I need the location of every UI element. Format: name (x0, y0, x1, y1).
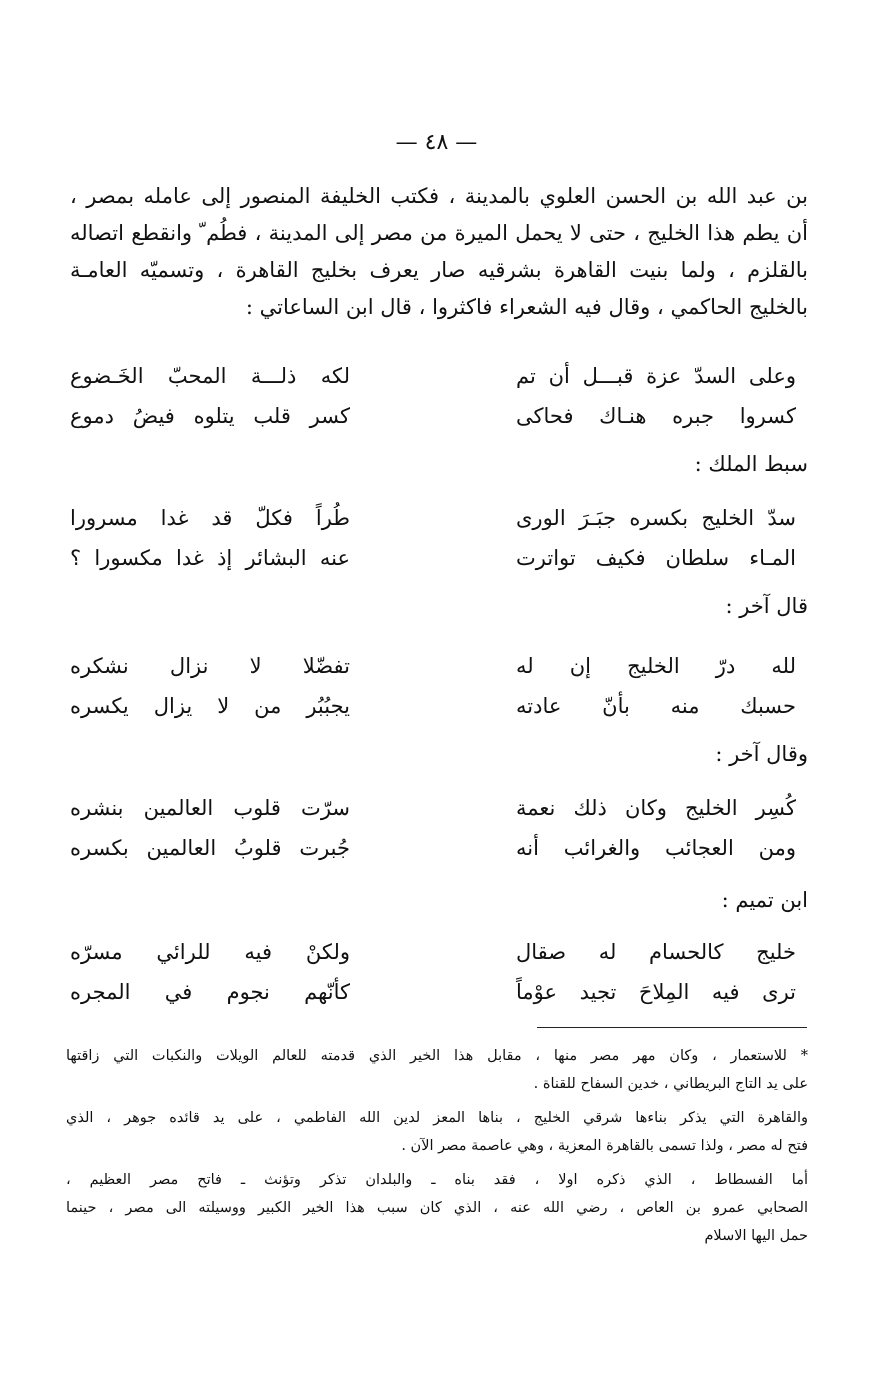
hemistich-second: كسر قلب يتلوه فيضُ دموع (70, 404, 350, 428)
footnote-line: * للاستعمار ، وكان مهر مصر منها ، مقابل هذا الخير الذي قدمته للعالم الويلات والنكبات التي زاقتها (66, 1048, 808, 1064)
poem-ibn-al-saati (70, 356, 808, 436)
hemistich-second: يجبُبُر من لا يزال يكسره (70, 694, 350, 718)
hemistich-second: سرّت قلوب العالمين بنشره (70, 796, 350, 820)
verse (70, 972, 808, 1012)
verse (70, 356, 808, 396)
body-paragraph (70, 178, 808, 326)
footnote-line: الصحابي عمرو بن العاص ، رضي الله عنه ، الذي كان سبب هذا الخير الكبير ووسيلته الى مصر ، حينما (66, 1200, 808, 1216)
hemistich-first: ترى فيه المِلاحَ تجيد عوْماً (516, 980, 796, 1004)
prose-line: بالقلزم ، ولما بنيت القاهرة بشرقيه صار يعرف بخليج القاهرة ، وتسميّه العامـة (70, 258, 808, 282)
hemistich-second: ولكنْ فيه للرائي مسرّه (70, 940, 350, 964)
footnote-line: حمل اليها الاسلام (704, 1228, 808, 1244)
footnote-line: أما الفسطاط ، الذي ذكره اولا ، فقد بناه ـ والبلدان تذكر وتؤنث ـ فاتح مصر العظيم ، (66, 1172, 808, 1188)
verse (70, 932, 808, 972)
poem-another-2 (70, 788, 808, 868)
hemistich-first: لله درّ الخليج إن له (516, 654, 796, 678)
verse (70, 498, 808, 538)
verse (70, 686, 808, 726)
verse (70, 828, 808, 868)
poet-attribution: وقال آخر : (715, 742, 808, 766)
poem-ibn-tamim (70, 932, 808, 1012)
prose-line: بن عبد الله بن الحسن العلوي بالمدينة ، فكتب الخليفة المنصور إلى عامله بمصر ، (70, 184, 808, 208)
footnote-paragraph (66, 1166, 808, 1250)
verse (70, 788, 808, 828)
hemistich-second: تفضّلا لا نزال نشكره (70, 654, 350, 678)
poem-sibt-al-mulk (70, 498, 808, 578)
poet-attribution: سبط الملك : (694, 452, 808, 476)
footnote-line: فتح له مصر ، ولذا تسمى بالقاهرة المعزية ، وهي عاصمة مصر الآن . (401, 1138, 808, 1154)
poem-another-1 (70, 646, 808, 726)
hemistich-second: جُبرت قلوبُ العالمين بكسره (70, 836, 350, 860)
hemistich-first: خليج كالحسام له صقال (516, 940, 796, 964)
page-number: — ٤٨ — (395, 130, 478, 155)
hemistich-first: كسروا جبره هنـاك فحاكى (516, 404, 796, 428)
hemistich-first: حسبك منه بأنّ عادته (516, 694, 796, 718)
hemistich-first: كُسِر الخليج وكان ذلك نعمة (516, 796, 796, 820)
hemistich-second: طُراً فكلّ قد غدا مسرورا (70, 506, 350, 530)
footnote-paragraph (66, 1104, 808, 1160)
footnote-divider (537, 1027, 807, 1028)
verse (70, 396, 808, 436)
footnote-line: والقاهرة التي يذكر بناءها شرقي الخليج ، بناها المعز لدين الله الفاطمي ، على يد قائده جوهر ، الذي (66, 1110, 808, 1126)
hemistich-second: لكه ذلـــة المحبّ الخَـضوع (70, 364, 350, 388)
prose-line: أن يطم هذا الخليج ، حتى لا يحمل الميرة من مصر إلى المدينة ، فطُم ّ وانقطع اتصاله (70, 221, 808, 245)
verse (70, 538, 808, 578)
footnote-line: على يد التاج البريطاني ، خدين السفاح للقناة . (533, 1076, 808, 1092)
verse (70, 646, 808, 686)
hemistich-first: ومن العجائب والغرائب أنه (516, 836, 796, 860)
hemistich-first: سدّ الخليج بكسره جبَـرَ الورى (516, 506, 796, 530)
hemistich-first: المـاء سلطان فكيف تواترت (516, 546, 796, 570)
prose-line: بالخليج الحاكمي ، وقال فيه الشعراء فاكثروا ، قال ابن الساعاتي : (245, 295, 808, 319)
footnotes (66, 1042, 808, 1256)
footnote-paragraph (66, 1042, 808, 1098)
hemistich-second: كأنّهم نجوم في المجره (70, 980, 350, 1004)
poet-attribution: قال آخر : (725, 594, 808, 618)
hemistich-first: وعلى السدّ عزة قبـــل أن تم (516, 364, 796, 388)
poet-attribution: ابن تميم : (721, 888, 808, 912)
hemistich-second: عنه البشائر إذ غدا مكسورا ؟ (70, 546, 350, 570)
